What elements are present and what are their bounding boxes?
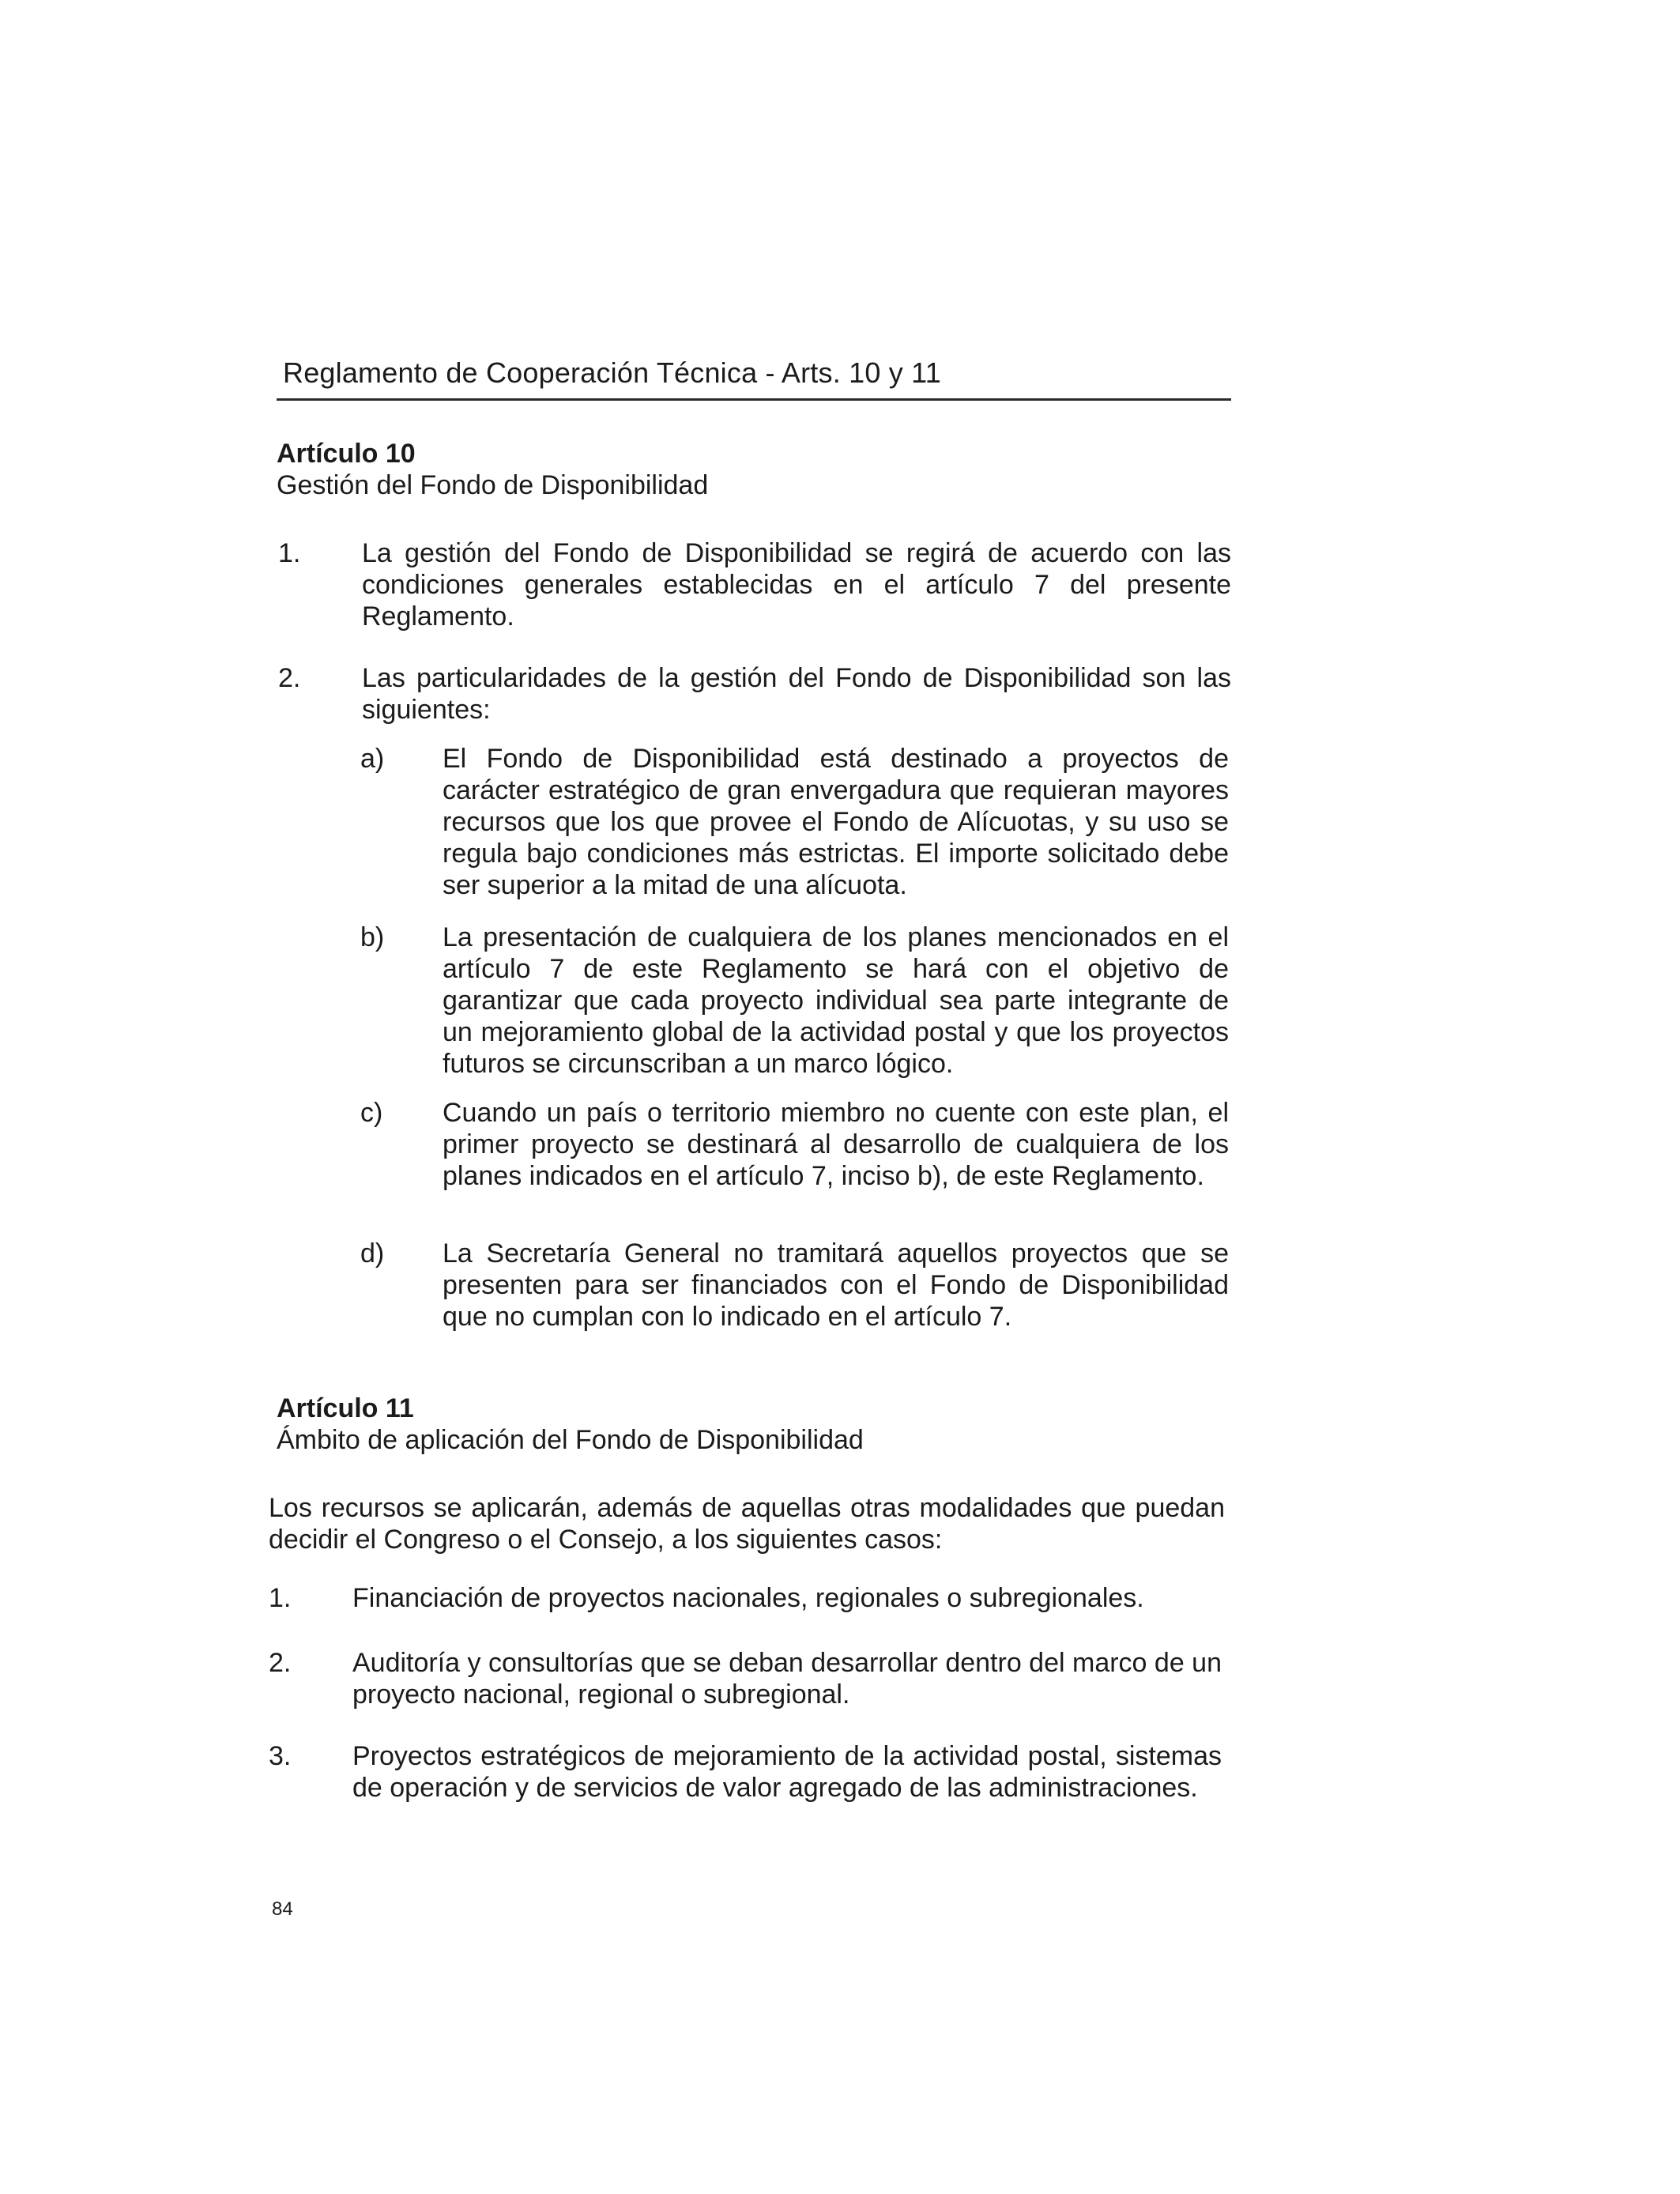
- article-10-item-2-text: Las particularidades de la gestión del Fondo de Disponibilidad son las siguientes:: [362, 663, 1231, 725]
- article-11-title: Artículo 11: [277, 1393, 414, 1423]
- article-10-item-1-number: 1.: [278, 538, 301, 568]
- article-11-item-2-number: 2.: [269, 1648, 292, 1678]
- header-rule: [277, 398, 1231, 401]
- article-10-subitem-c-letter: c): [360, 1098, 383, 1128]
- article-11-item-3-number: 3.: [269, 1741, 292, 1771]
- article-11-item-1-text: Financiación de proyectos nacionales, regionales o subregionales.: [352, 1583, 1144, 1613]
- article-11-item-2-text: Auditoría y consultorías que se deban desarrollar dentro del marco de un proyecto nacional, regional o subregional.: [352, 1648, 1222, 1710]
- article-10-subitem-b-text: La presentación de cualquiera de los planes mencionados en el artículo 7 de este Reglamento se hará con el objetivo de garantizar que cada proyecto individual sea parte integrante de un mejoramiento global de la actividad postal y que los proyectos futuros se circunscriban a un marco lógico.: [443, 922, 1229, 1079]
- page-number: 84: [272, 1898, 293, 1920]
- article-10-title: Artículo 10: [277, 439, 416, 469]
- article-10-subitem-a-text: El Fondo de Disponibilidad está destinado a proyectos de carácter estratégico de gran envergadura que requieran mayores recursos que los que provee el Fondo de Alícuotas, y su uso se regula bajo condiciones más estrictas. El importe solicitado debe ser superior a la mitad de una alícuota.: [443, 744, 1229, 900]
- article-10-item-2-number: 2.: [278, 663, 301, 693]
- article-11-subtitle: Ámbito de aplicación del Fondo de Disponibilidad: [277, 1425, 864, 1455]
- article-10-subitem-c-text: Cuando un país o territorio miembro no cuente con este plan, el primer proyecto se destinará al desarrollo de cualquiera de los planes indicados en el artículo 7, inciso b), de este Reglamento.: [443, 1098, 1229, 1191]
- article-10-subitem-d-text: La Secretaría General no tramitará aquellos proyectos que se presenten para ser financiados con el Fondo de Disponibilidad que no cumplan con lo indicado en el artículo 7.: [443, 1238, 1229, 1332]
- running-header: Reglamento de Cooperación Técnica - Arts. 10 y 11: [283, 356, 941, 389]
- article-10-subitem-b-letter: b): [360, 922, 385, 952]
- article-10-subtitle: Gestión del Fondo de Disponibilidad: [277, 470, 709, 500]
- article-10-subitem-a-letter: a): [360, 744, 385, 774]
- article-11-item-3-text: Proyectos estratégicos de mejoramiento de la actividad postal, sistemas de operación y de servicios de valor agregado de las administraciones.: [352, 1741, 1222, 1803]
- article-11-item-1-number: 1.: [269, 1583, 292, 1613]
- article-10-item-1-text: La gestión del Fondo de Disponibilidad se regirá de acuerdo con las condiciones generales establecidas en el artículo 7 del presente Reglamento.: [362, 538, 1231, 631]
- article-10-subitem-d-letter: d): [360, 1238, 385, 1269]
- article-11-intro: Los recursos se aplicarán, además de aquellas otras modalidades que puedan decidir el Congreso o el Consejo, a los siguientes casos:: [269, 1493, 1225, 1555]
